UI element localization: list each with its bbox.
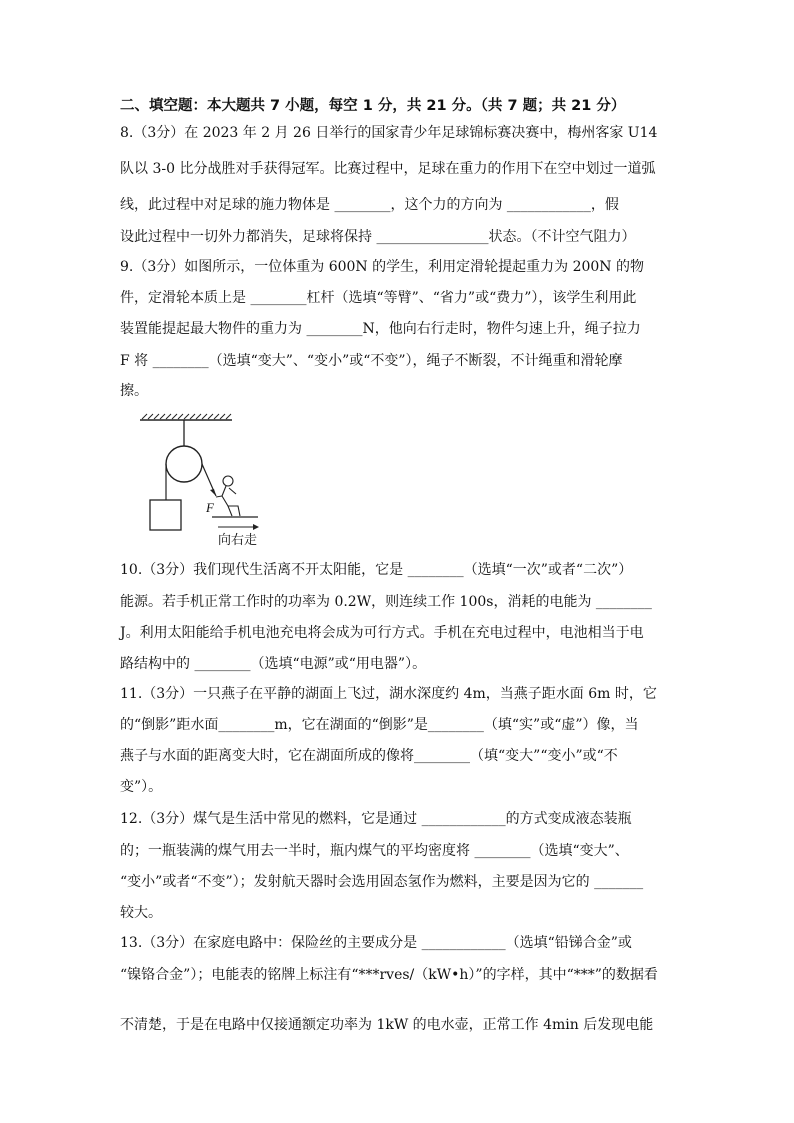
q12-line-1: 12.（3分）煤气是生活中常见的燃料，它是通过 ____________的方式变成液态装瓶 [120,811,632,827]
q9-line-1: 9.（3分）如图所示，一位体重为 600N 的学生，利用定滑轮提起重力为 200N 的物 [120,259,645,275]
q11-line-4: 变”）。 [120,779,163,795]
q8-line-4: 设此过程中一切外力都消失，足球将保持 ________________状态。（不计空气阻力） [120,229,636,245]
pulley-figure [132,388,262,550]
walk-arrowhead [253,524,259,530]
q11-line-2: 的“倒影”距水面________m，它在湖面的“倒影”是________（填“实”或“虚”）像，当 [120,717,639,733]
section-heading: 二、填空题：本大题共 7 小题，每空 1 分，共 21 分。（共 7 题；共 21 分） [120,98,626,114]
q8-line-2: 队以 3-0 比分战胜对手获得冠军。比赛过程中，足球在重力的作用下在空中划过一道弧 [120,161,656,177]
pulley-wheel [166,446,202,482]
walk-label: 向右走 [218,533,258,548]
q8-line-1: 8.（3分）在 2023 年 2 月 26 日举行的国家青少年足球锦标赛决赛中，梅州客家 U14 [120,125,658,141]
q9-line-5: 擦。 [120,383,148,399]
q10-line-1: 10.（3分）我们现代生活离不开太阳能，它是 ________（选填“一次”或者“二次”） [120,562,633,578]
q12-line-4: 较大。 [120,905,162,921]
load-box [150,500,181,530]
q13-line-3: 不清楚，于是在电路中仅接通额定功率为 1kW 的电水壶，正常工作 4min 后发现电能 [120,1017,654,1033]
q13-line-2: “镍铬合金”）；电能表的铭牌上标注有“***rves/（kW•h）”的字样，其中“***”的数据看 [120,967,658,983]
pulley-diagram [132,388,262,550]
q11-line-3: 燕子与水面的距离变大时，它在湖面所成的像将________（填“变大”“变小”或“不 [120,748,618,764]
q9-line-4: F 将 ________（选填“变大”、“变小”或“不变”），绳子不断裂，不计绳重和滑轮摩 [120,353,623,369]
q9-line-3: 装置能提起最大物件的重力为 ________N，他向右行走时，物件匀速上升，绳子拉力 [120,321,641,337]
q8-line-3: 线，此过程中对足球的施力物体是 ________，这个力的方向为 ____________，假 [120,197,619,213]
q12-line-3: “变小”或者“不变”）；发射航天器时会选用固态氢作为燃料，主要是因为它的 _______ [120,874,644,890]
q10-line-3: J。利用太阳能给手机电池充电将会成为可行方式。手机在充电过程中，电池相当于电 [120,625,644,641]
q10-line-4: 路结构中的 ________（选填“电源”或“用电器”）。 [120,656,427,672]
q10-line-2: 能源。若手机正常工作时的功率为 0.2W，则连续工作 100s，消耗的电能为 ________ [120,594,652,610]
q9-line-2: 件，定滑轮本质上是 ________杠杆（选填“等臂”、“省力”或“费力”），该学生利用此 [120,290,637,306]
q12-line-2: 的；一瓶装满的煤气用去一半时，瓶内煤气的平均密度将 ________（选填“变大”、 [120,843,629,859]
force-label: F [206,500,214,515]
q13-line-1: 13.（3分）在家庭电路中：保险丝的主要成分是 ____________（选填“铅锑合金”或 [120,935,632,951]
person-figure [216,476,240,516]
q11-line-1: 11.（3分）一只燕子在平静的湖面上飞过，湖水深度约 4m，当燕子距水面 6m 时，它 [120,686,657,702]
ceiling-hatching [142,414,231,419]
